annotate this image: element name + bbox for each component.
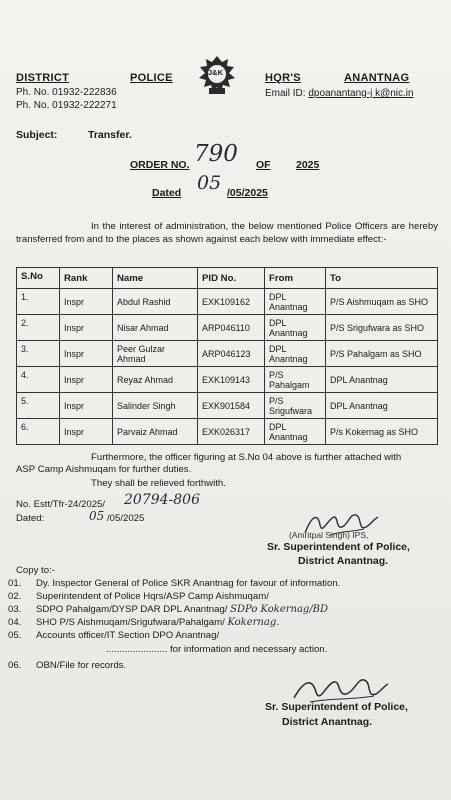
- order-of: OF: [256, 159, 271, 171]
- transfer-table: [16, 267, 438, 445]
- cell-pid: EXK109162: [198, 289, 265, 315]
- copy-item-number: 06.: [8, 660, 22, 671]
- copy-item-text: Accounts officer/IT Section DPO Anantnag/: [36, 630, 220, 641]
- cell-rank: Inspr: [60, 315, 113, 341]
- copy-item-handwritten: SDPo Kokernag/BD: [230, 604, 329, 615]
- copy-item-text: Superintendent of Police Hqrs/ASP Camp Aishmuqam/: [36, 591, 269, 602]
- phone-2: Ph. No. 01932-222271: [16, 100, 117, 111]
- signatory2-title: Sr. Superintendent of Police,: [265, 701, 408, 713]
- dispatch-number-handwritten: 20794-806: [124, 492, 200, 508]
- order-number-handwritten: 790: [194, 141, 238, 167]
- cell-pid: EXK109143: [198, 367, 265, 393]
- dispatch-dated-label: Dated:: [16, 513, 45, 524]
- copy-item-text: SDPO Pahalgam/DYSP DAR DPL Anantnag/: [36, 604, 228, 615]
- table-row: [17, 341, 438, 367]
- copy-item-text: OBN/File for records.: [36, 660, 127, 671]
- subject-text: Transfer.: [88, 129, 132, 141]
- signatory2-district: District Anantnag.: [282, 716, 373, 728]
- cell-rank: Inspr: [60, 289, 113, 315]
- cell-rank: Inspr: [60, 341, 113, 367]
- signatory-name: (Amritpal Singh) IPS,: [289, 530, 369, 540]
- cell-from: P/S Srigufwara: [265, 393, 326, 419]
- cell-sno: 6.: [17, 419, 60, 445]
- furthermore-line-2: ASP Camp Aishmuqam for further duties.: [16, 464, 192, 475]
- copy-item-number: 05.: [8, 630, 22, 641]
- table-row: [17, 419, 438, 445]
- header-hqrs: HQR'S: [265, 72, 301, 84]
- table-row: [17, 315, 438, 341]
- cell-name: Abdul Rashid: [113, 289, 198, 315]
- cell-pid: ARP046123: [198, 341, 265, 367]
- header-to: To: [326, 268, 438, 289]
- copy-dots-line: ....................... for information and necessary action.: [106, 644, 328, 655]
- dispatch-number-label: No. Estt/Tfr-24/2025/: [16, 499, 106, 510]
- cell-from: DPL Anantnag: [265, 419, 326, 445]
- emblem-text: J&K: [208, 68, 224, 77]
- relieved-line: They shall be relieved forthwith.: [91, 478, 226, 489]
- cell-name: Peer Gulzar Ahmad: [113, 341, 198, 367]
- copy-item: [8, 629, 219, 642]
- cell-pid: EXK901584: [198, 393, 265, 419]
- cell-rank: Inspr: [60, 419, 113, 445]
- cell-name: Nisar Ahmad: [113, 315, 198, 341]
- cell-to: P/S Pahalgam as SHO: [326, 341, 438, 367]
- copy-to-label: Copy to:-: [16, 565, 55, 576]
- email-row: [265, 88, 414, 99]
- cell-name: Parvaiz Ahmad: [113, 419, 198, 445]
- copy-item-handwritten: Kokernag.: [227, 617, 280, 628]
- header-sno: S.No: [17, 268, 60, 289]
- cell-sno: 5.: [17, 393, 60, 419]
- cell-sno: 3.: [17, 341, 60, 367]
- subject-label: Subject:: [16, 129, 58, 141]
- cell-to: P/S Srigufwara as SHO: [326, 315, 438, 341]
- cell-name: Reyaz Ahmad: [113, 367, 198, 393]
- header-pid: PID No.: [198, 268, 265, 289]
- header-from: From: [265, 268, 326, 289]
- cell-sno: 4.: [17, 367, 60, 393]
- copy-item: [8, 603, 328, 616]
- cell-from: DPL Anantnag: [265, 341, 326, 367]
- order-prefix: ORDER NO.: [130, 159, 190, 171]
- header-rank: Rank: [60, 268, 113, 289]
- cell-sno: 2.: [17, 315, 60, 341]
- cell-name: Salinder Singh: [113, 393, 198, 419]
- copy-item-number: 02.: [8, 591, 22, 602]
- dated-rest: /05/2025: [227, 187, 268, 199]
- phone-1: Ph. No. 01932-222836: [16, 87, 117, 98]
- table-row: [17, 393, 438, 419]
- cell-from: DPL Anantnag: [265, 289, 326, 315]
- signatory-district: District Anantnag.: [298, 555, 389, 567]
- cell-to: DPL Anantnag: [326, 367, 438, 393]
- intro-paragraph: In the interest of administration, the below mentioned Police Officers are hereby transferred from and to the places as shown against each below with immediate effect:-: [16, 221, 438, 245]
- dated-day-handwritten: 05: [197, 172, 222, 194]
- emblem-icon: [194, 54, 240, 96]
- cell-from: P/S Pahalgam: [265, 367, 326, 393]
- signatory-title: Sr. Superintendent of Police,: [267, 541, 410, 553]
- email-label: Email ID:: [265, 88, 306, 99]
- table-header-row: [17, 268, 438, 289]
- copy-item-text: SHO P/S Aishmuqam/Srigufwara/Pahalgam/: [36, 617, 225, 628]
- cell-to: DPL Anantnag: [326, 393, 438, 419]
- copy-item-text: Dy. Inspector General of Police SKR Anantnag for favour of information.: [36, 578, 341, 589]
- cell-rank: Inspr: [60, 393, 113, 419]
- copy-item: [8, 577, 340, 590]
- table-row: [17, 289, 438, 315]
- copy-item: [8, 616, 279, 629]
- cell-pid: EXK026317: [198, 419, 265, 445]
- copy-item: [8, 659, 126, 672]
- email-address: dpoanantang-j k@nic.in: [308, 88, 414, 99]
- cell-from: DPL Anantnag: [265, 315, 326, 341]
- table-row: [17, 367, 438, 393]
- dispatch-dated-day: 05: [89, 509, 105, 523]
- dated-label: Dated: [152, 187, 182, 199]
- cell-to: P/s Kokernag as SHO: [326, 419, 438, 445]
- cell-sno: 1.: [17, 289, 60, 315]
- order-year: 2025: [296, 159, 320, 171]
- copy-item: [8, 590, 269, 603]
- copy-item-number: 04.: [8, 617, 22, 628]
- header-police: POLICE: [130, 72, 173, 84]
- copy-item-number: 03.: [8, 604, 22, 615]
- header-district: DISTRICT: [16, 72, 70, 84]
- cell-pid: ARP046110: [198, 315, 265, 341]
- header-name: Name: [113, 268, 198, 289]
- cell-rank: Inspr: [60, 367, 113, 393]
- furthermore-line-1: Furthermore, the officer figuring at S.No 04 above is further attached with: [91, 452, 402, 463]
- header-place: ANANTNAG: [344, 72, 410, 84]
- cell-to: P/S Aishmuqam as SHO: [326, 289, 438, 315]
- dispatch-dated-rest: /05/2025: [107, 513, 145, 524]
- copy-item-number: 01.: [8, 578, 22, 589]
